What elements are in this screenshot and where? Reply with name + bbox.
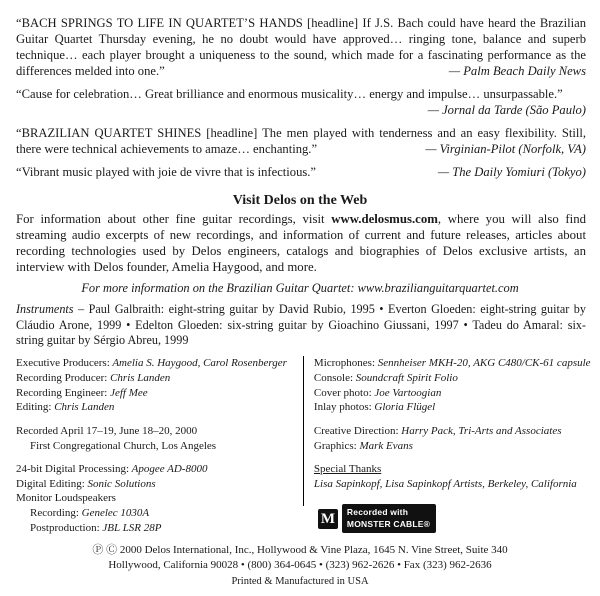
credit-value: Gloria Flügel — [371, 401, 436, 414]
special-thanks-heading: Special Thanks — [313, 463, 382, 476]
press-quote-source: — Palm Beach Daily News — [448, 63, 586, 78]
credit-label: Cover photo: — [313, 386, 372, 399]
monster-cable-line1: Recorded with — [346, 507, 409, 518]
credit-label: Graphics: — [313, 439, 357, 452]
digital-editing-line — [16, 477, 306, 492]
press-quote — [16, 126, 586, 158]
special-thanks-block — [314, 462, 592, 491]
credit-label: Recording Engineer: — [16, 386, 108, 399]
web-section-heading: Visit Delos on the Web — [232, 192, 368, 208]
credit-value: Chris Landen — [107, 372, 171, 385]
press-quote-text: “BACH SPRINGS TO LIFE IN QUARTET’S HANDS [headline] If J.S. Bach could have heard the Brazilian Guitar Quartet Thursday evening, he no doubt would have approved… ringing tone, balance and superb technique… each player brought a uniqueness to the sound, which made for a fascinating performance as the differences melded into one.” — [16, 16, 586, 78]
credits-right-column — [312, 356, 592, 544]
credit-label: Creative Direction: — [313, 424, 399, 437]
cover-photo-line — [314, 386, 592, 401]
instruments-label: Instruments — [16, 302, 74, 317]
column-divider — [303, 356, 304, 506]
press-quote-text: “Cause for celebration… Great brilliance and enormous musicality… energy and impulse… unsurpassable.” — [16, 86, 563, 101]
session-venue: First Congregational Church, Los Angeles — [30, 439, 217, 452]
digital-processing-line — [16, 462, 306, 477]
footer-line-2: Hollywood, California 90028 • (800) 364-0645 • (323) 962-2626 • Fax (323) 962-2636 — [108, 558, 492, 571]
press-quote-source: — Virginian-Pilot (Norfolk, VA) — [425, 141, 586, 156]
monster-cable-line2: MONSTER CABLE® — [346, 518, 431, 529]
press-quote-source: — Jornal da Tarde (São Paulo) — [427, 102, 586, 117]
equipment-block — [314, 356, 592, 415]
credit-value: Harry Pack, Tri-Arts and Associates — [398, 424, 562, 437]
credit-line — [16, 386, 306, 401]
microphones-line — [314, 356, 592, 371]
graphics-line — [314, 439, 592, 454]
credit-line — [16, 400, 306, 415]
instruments-text: – Paul Galbraith: eight-string guitar by David Rubio, 1995 • Everton Gloeden: eight-string guitar by Cláudio Arone, 1999 • Edelton Gloeden: six-string guitar by Gioachino Giussani, 1997 • Tadeu do Amaral: six-string guitar by Sérgio Abreu, 1999 — [16, 302, 586, 348]
credit-label: Digital Editing: — [16, 477, 85, 490]
credit-value: Genelec 1030A — [78, 507, 150, 520]
footer-line-1: Ⓟ Ⓒ 2000 Delos International, Inc., Hollywood & Vine Plaza, 1645 N. Vine Street, Suite 340 — [92, 543, 508, 556]
web-section-body — [0, 211, 600, 275]
production-credits-block — [16, 356, 306, 415]
credit-label: Console: — [313, 372, 354, 385]
credit-value: Sonic Solutions — [84, 477, 156, 490]
press-quote — [16, 87, 586, 119]
press-quote — [16, 165, 586, 181]
inlay-photos-line — [314, 400, 592, 415]
monster-cable-badge — [314, 504, 436, 533]
credit-label: 24-bit Digital Processing: — [16, 463, 130, 476]
credit-label: Inlay photos: — [313, 401, 372, 414]
credit-line — [16, 356, 306, 371]
credit-label: Editing: — [16, 401, 52, 414]
credit-line — [16, 371, 306, 386]
monitor-postproduction-line — [16, 521, 306, 536]
technical-block — [16, 462, 306, 535]
copyright-footer — [0, 543, 600, 590]
session-info-block — [16, 424, 306, 453]
monster-cable-logo-icon: M — [318, 509, 338, 529]
web-body-part1: For information about other fine guitar recordings, visit — [16, 211, 332, 226]
press-quote-source: — The Daily Yomiuri (Tokyo) — [437, 164, 586, 179]
credit-value: Apogee AD-8000 — [129, 463, 208, 476]
delos-website-url[interactable]: www.delosmus.com — [331, 211, 438, 226]
credit-value: Soundcraft Spirit Folio — [353, 372, 458, 385]
credit-value: Chris Landen — [51, 401, 115, 414]
console-line — [314, 371, 592, 386]
session-dates: Recorded April 17–19, June 18–20, 2000 — [16, 424, 198, 437]
special-thanks-text: Lisa Sapinkopf, Lisa Sapinkopf Artists, Berkeley, California — [313, 477, 577, 490]
credits-section — [0, 356, 600, 544]
credit-value: Mark Evans — [356, 439, 413, 452]
credit-label: Microphones: — [313, 357, 376, 370]
credit-value: JBL LSR 28P — [99, 521, 162, 534]
credit-value: Jeff Mee — [107, 386, 148, 399]
press-quotes-section — [0, 0, 600, 190]
credit-value: Sennheiser MKH-20, AKG C480/CK-61 capsule — [375, 357, 591, 370]
credit-label: Postproduction: — [30, 521, 100, 534]
credits-left-column — [16, 356, 312, 544]
press-quote-text: “Vibrant music played with joie de vivre that is infectious.” — [16, 164, 317, 179]
press-quote — [16, 16, 586, 80]
credit-label: Recording Producer: — [16, 372, 108, 385]
design-block — [314, 424, 592, 453]
instruments-section — [0, 302, 600, 348]
credit-label: Executive Producers: — [16, 357, 110, 370]
credit-value: Joe Vartoogian — [371, 386, 442, 399]
monitor-recording-line — [16, 506, 306, 521]
credit-value: Amelia S. Haygood, Carol Rosenberger — [109, 357, 287, 370]
credit-label: Recording: — [30, 507, 79, 520]
web-body-part2: , where you will also find streaming audio excerpts of new recordings, and information of current and future releases, articles about recording technologies used by Delos engineers, catalogs and biographies of Delos exclusive artists, an interview with Delos founder, Amelia Haygood, and more. — [16, 211, 586, 275]
monitor-loudspeakers-label: Monitor Loudspeakers — [16, 492, 116, 505]
quartet-website-line[interactable]: For more information on the Brazilian Guitar Quartet: www.brazilianguitarquartet.com — [81, 281, 519, 296]
creative-direction-line — [314, 424, 592, 439]
monster-cable-label — [342, 504, 436, 533]
footer-line-3: Printed & Manufactured in USA — [231, 576, 369, 588]
press-quote-text: “BRAZILIAN QUARTET SHINES [headline] The men played with tenderness and an easy flexibility. Still, there were technical achievements to amaze… enchanting.” — [16, 125, 586, 156]
